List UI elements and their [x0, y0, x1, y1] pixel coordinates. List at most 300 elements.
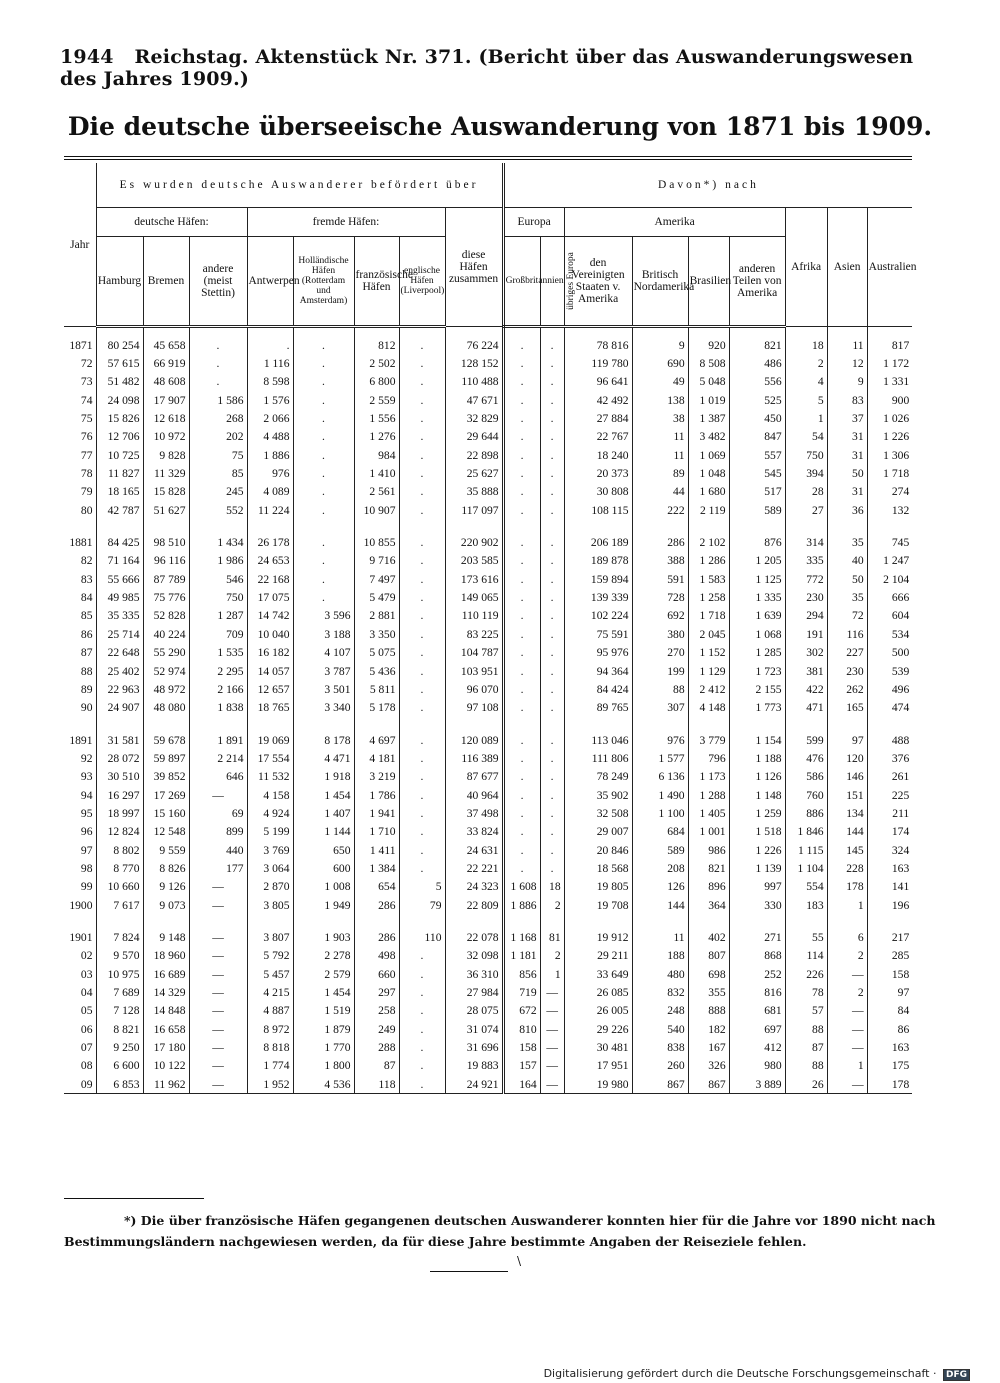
table-row: [64, 699, 912, 717]
table-row: [64, 483, 912, 501]
table-cell: 5 199: [247, 823, 293, 841]
table-cell: 66 919: [143, 354, 189, 372]
table-cell: 1 139: [729, 859, 785, 877]
table-cell: 226: [785, 965, 827, 983]
table-cell: .: [540, 409, 564, 427]
table-cell: 2: [785, 354, 827, 372]
table-cell: 55 666: [96, 570, 143, 588]
table-cell: .: [503, 699, 540, 717]
table-cell: .: [399, 823, 445, 841]
table-cell: —: [189, 947, 247, 965]
spacer-cell: [247, 327, 293, 337]
table-cell: 15 826: [96, 409, 143, 427]
table-row: [64, 841, 912, 859]
spacer-cell: [827, 519, 867, 533]
table-cell: 7 617: [96, 896, 143, 914]
table-cell: 163: [867, 1038, 912, 1056]
table-cell: 9 126: [143, 878, 189, 896]
table-cell: 554: [785, 878, 827, 896]
table-cell: 1 026: [867, 409, 912, 427]
table-row: [64, 428, 912, 446]
table-cell: 88: [632, 680, 688, 698]
year-cell: 94: [80, 788, 93, 802]
table-cell: 719: [503, 983, 540, 1001]
year-cell: 80: [80, 503, 93, 517]
col-header-antwerpen: Antwerpen: [247, 237, 293, 327]
table-cell: —: [540, 1057, 564, 1075]
table-cell: .: [540, 570, 564, 588]
table-cell: 230: [827, 662, 867, 680]
table-cell: 8 818: [247, 1038, 293, 1056]
table-cell: 14 742: [247, 607, 293, 625]
spacer-cell: [143, 519, 189, 533]
spacer-cell: [143, 914, 189, 928]
table-cell: 29 226: [564, 1020, 632, 1038]
table-cell: 22 078: [445, 928, 503, 946]
table-cell: 88: [785, 1020, 827, 1038]
table-cell: 3 064: [247, 859, 293, 877]
year-cell: 78: [80, 467, 93, 481]
table-cell: 30 808: [564, 483, 632, 501]
table-cell: 110 119: [445, 607, 503, 625]
table-cell: 376: [867, 749, 912, 767]
table-cell: 9 250: [96, 1038, 143, 1056]
table-cell: 19 980: [564, 1075, 632, 1094]
table-cell: 2: [827, 947, 867, 965]
table-cell: .: [503, 354, 540, 372]
table-cell: .: [399, 533, 445, 551]
table-cell: 248: [632, 1002, 688, 1020]
table-cell: 6 136: [632, 768, 688, 786]
spacer-cell: [143, 327, 189, 337]
table-row: [64, 1020, 912, 1038]
table-cell: .: [293, 588, 354, 606]
table-cell: 59 897: [143, 749, 189, 767]
year-cell: 03: [80, 967, 93, 981]
table-cell: 116: [827, 625, 867, 643]
table-cell: .: [503, 336, 540, 354]
table-cell: .: [399, 731, 445, 749]
spacer-cell: [293, 717, 354, 731]
table-cell: 35 335: [96, 607, 143, 625]
table-cell: 838: [632, 1038, 688, 1056]
table-cell: 217: [867, 928, 912, 946]
table-cell: .: [293, 409, 354, 427]
table-cell: 20 373: [564, 464, 632, 482]
table-cell: 440: [189, 841, 247, 859]
table-cell: 48 972: [143, 680, 189, 698]
table-cell: 9 148: [143, 928, 189, 946]
table-cell: 12 824: [96, 823, 143, 841]
table-cell: 59 678: [143, 731, 189, 749]
table-cell: 1 639: [729, 607, 785, 625]
table-cell: 9 559: [143, 841, 189, 859]
table-cell: 10 122: [143, 1057, 189, 1075]
spacer-cell: [247, 914, 293, 928]
table-cell: 25 402: [96, 662, 143, 680]
table-cell: 2 155: [729, 680, 785, 698]
spacer-cell: [688, 717, 729, 731]
spacer-cell: [189, 717, 247, 731]
year-cell: 83: [80, 572, 93, 586]
table-cell: 1 069: [688, 446, 729, 464]
table-cell: .: [540, 699, 564, 717]
table-cell: .: [293, 336, 354, 354]
table-cell: 847: [729, 428, 785, 446]
table-cell: 545: [729, 464, 785, 482]
spacer-cell: [445, 914, 503, 928]
table-cell: 10 660: [96, 878, 143, 896]
table-cell: 40 224: [143, 625, 189, 643]
table-cell: 5: [399, 878, 445, 896]
table-cell: 89: [632, 464, 688, 482]
table-cell: 103 951: [445, 662, 503, 680]
table-cell: .: [399, 1002, 445, 1020]
table-cell: 31: [827, 446, 867, 464]
table-cell: 12 657: [247, 680, 293, 698]
table-row: [64, 823, 912, 841]
table-cell: 51 627: [143, 501, 189, 519]
spacer-cell: [688, 519, 729, 533]
table-cell: 412: [729, 1038, 785, 1056]
year-cell: 98: [80, 861, 93, 875]
table-cell: 18 765: [247, 699, 293, 717]
table-cell: 697: [729, 1020, 785, 1038]
table-cell: 104 787: [445, 644, 503, 662]
table-cell: 52 974: [143, 662, 189, 680]
table-cell: —: [540, 1075, 564, 1094]
table-cell: 11 532: [247, 768, 293, 786]
table-cell: 261: [867, 768, 912, 786]
table-cell: 159 894: [564, 570, 632, 588]
table-cell: 35: [827, 533, 867, 551]
year-cell: 74: [80, 393, 93, 407]
table-row: [64, 391, 912, 409]
year-cell: 76: [80, 430, 93, 444]
table-cell: 28: [785, 483, 827, 501]
spacer-cell: [729, 914, 785, 928]
table-cell: 1 126: [729, 768, 785, 786]
table-cell: 87 677: [445, 768, 503, 786]
table-cell: 199: [632, 662, 688, 680]
table-cell: .: [540, 373, 564, 391]
page-number: 1944: [60, 46, 114, 68]
table-cell: 796: [688, 749, 729, 767]
table-cell: 821: [688, 859, 729, 877]
table-cell: 151: [827, 786, 867, 804]
table-cell: 1 068: [729, 625, 785, 643]
table-cell: .: [503, 841, 540, 859]
table-cell: 18: [540, 878, 564, 896]
table-cell: 1: [785, 409, 827, 427]
table-cell: 94 364: [564, 662, 632, 680]
table-cell: 10 975: [96, 965, 143, 983]
table-cell: .: [247, 336, 293, 354]
table-cell: .: [399, 804, 445, 822]
table-cell: 4 107: [293, 644, 354, 662]
table-cell: 14 848: [143, 1002, 189, 1020]
table-cell: .: [540, 644, 564, 662]
year-cell: 84: [80, 591, 93, 605]
table-cell: 27 984: [445, 983, 503, 1001]
table-cell: 1 886: [247, 446, 293, 464]
table-cell: 1 941: [354, 804, 399, 822]
table-row: [64, 409, 912, 427]
table-cell: 1 903: [293, 928, 354, 946]
table-cell: 650: [293, 841, 354, 859]
header-fremde-haefen: fremde Häfen:: [247, 208, 445, 237]
table-cell: 7 689: [96, 983, 143, 1001]
table-cell: 40: [827, 552, 867, 570]
table-cell: 83: [827, 391, 867, 409]
table-cell: 1 306: [867, 446, 912, 464]
table-cell: .: [399, 680, 445, 698]
table-cell: 1 680: [688, 483, 729, 501]
table-cell: 79: [399, 896, 445, 914]
table-cell: 5 457: [247, 965, 293, 983]
table-cell: 8 770: [96, 859, 143, 877]
table-cell: 78 816: [564, 336, 632, 354]
table-cell: 84: [867, 1002, 912, 1020]
table-row: [64, 1002, 912, 1020]
table-cell: 3 482: [688, 428, 729, 446]
table-cell: .: [503, 859, 540, 877]
spacer-cell: [867, 717, 912, 731]
table-cell: 258: [354, 1002, 399, 1020]
table-cell: 7 497: [354, 570, 399, 588]
table-cell: .: [189, 373, 247, 391]
table-cell: 196: [867, 896, 912, 914]
table-cell: 37: [827, 409, 867, 427]
table-cell: 26 085: [564, 983, 632, 1001]
table-cell: 976: [247, 464, 293, 482]
table-cell: 498: [354, 947, 399, 965]
table-cell: 8 508: [688, 354, 729, 372]
table-cell: 118: [354, 1075, 399, 1094]
table-cell: 96 116: [143, 552, 189, 570]
table-cell: 18 960: [143, 947, 189, 965]
table-row: [64, 680, 912, 698]
table-cell: 120: [827, 749, 867, 767]
table-row: [64, 1075, 912, 1094]
year-cell: 88: [80, 664, 93, 678]
table-cell: 17 907: [143, 391, 189, 409]
spacer-cell: [399, 717, 445, 731]
table-cell: 228: [827, 859, 867, 877]
table-cell: 189 878: [564, 552, 632, 570]
table-cell: 10 725: [96, 446, 143, 464]
table-cell: 745: [867, 533, 912, 551]
table-cell: 9: [632, 336, 688, 354]
table-cell: .: [503, 625, 540, 643]
table-cell: 24 653: [247, 552, 293, 570]
spacer-cell: [64, 519, 96, 533]
table-cell: 26: [785, 1075, 827, 1094]
table-cell: 10 855: [354, 533, 399, 551]
table-cell: 422: [785, 680, 827, 698]
table-cell: .: [503, 662, 540, 680]
table-cell: 5 436: [354, 662, 399, 680]
table-cell: 488: [867, 731, 912, 749]
table-cell: —: [189, 1038, 247, 1056]
table-cell: —: [540, 1038, 564, 1056]
table-cell: .: [540, 588, 564, 606]
table-cell: 1 407: [293, 804, 354, 822]
table-cell: .: [189, 336, 247, 354]
spacer-cell: [189, 519, 247, 533]
table-cell: 646: [189, 768, 247, 786]
table-cell: .: [399, 464, 445, 482]
table-cell: .: [293, 446, 354, 464]
table-cell: 9 073: [143, 896, 189, 914]
spacer-cell: [189, 914, 247, 928]
table-cell: 476: [785, 749, 827, 767]
table-cell: .: [540, 859, 564, 877]
table-cell: 18: [785, 336, 827, 354]
table-row: [64, 625, 912, 643]
table-cell: 896: [688, 878, 729, 896]
table-cell: .: [503, 823, 540, 841]
table-cell: 2 214: [189, 749, 247, 767]
table-cell: .: [540, 354, 564, 372]
table-cell: 1 490: [632, 786, 688, 804]
table-cell: 1 288: [688, 786, 729, 804]
table-cell: .: [293, 570, 354, 588]
table-cell: 42 787: [96, 501, 143, 519]
table-cell: 810: [503, 1020, 540, 1038]
table-cell: 55 290: [143, 644, 189, 662]
table-cell: 1 154: [729, 731, 785, 749]
table-row: [64, 731, 912, 749]
table-cell: 2 295: [189, 662, 247, 680]
table-cell: 3 596: [293, 607, 354, 625]
table-cell: 728: [632, 588, 688, 606]
table-cell: 984: [354, 446, 399, 464]
table-cell: 11 962: [143, 1075, 189, 1094]
spacer-cell: [354, 717, 399, 731]
table-cell: 177: [189, 859, 247, 877]
table-cell: 50: [827, 464, 867, 482]
table-row: [64, 446, 912, 464]
table-cell: 1 048: [688, 464, 729, 482]
table-cell: 36: [827, 501, 867, 519]
spacer-cell: [729, 519, 785, 533]
table-cell: 1 454: [293, 983, 354, 1001]
table-cell: 1 152: [688, 644, 729, 662]
table-cell: 666: [867, 588, 912, 606]
table-cell: .: [399, 983, 445, 1001]
table-cell: 2: [540, 896, 564, 914]
table-cell: 9 828: [143, 446, 189, 464]
table-cell: 35 902: [564, 786, 632, 804]
table-cell: 690: [632, 354, 688, 372]
table-cell: 75 776: [143, 588, 189, 606]
table-cell: .: [503, 768, 540, 786]
table-cell: .: [399, 570, 445, 588]
table-cell: .: [399, 1075, 445, 1094]
header-befoerdert: Es wurden deutsche Auswanderer befördert über: [96, 163, 503, 208]
table-cell: 108 115: [564, 501, 632, 519]
table-cell: 134: [827, 804, 867, 822]
table-cell: 1 104: [785, 859, 827, 877]
table-cell: 268: [189, 409, 247, 427]
table-cell: 31 696: [445, 1038, 503, 1056]
table-cell: 450: [729, 409, 785, 427]
table-cell: 202: [189, 428, 247, 446]
table-cell: 24 098: [96, 391, 143, 409]
table-cell: 1 800: [293, 1057, 354, 1075]
year-cell: 99: [80, 880, 93, 894]
table-cell: 750: [189, 588, 247, 606]
table-cell: 271: [729, 928, 785, 946]
table-cell: .: [503, 409, 540, 427]
table-cell: 17 269: [143, 786, 189, 804]
table-cell: 165: [827, 699, 867, 717]
table-cell: 1 846: [785, 823, 827, 841]
year-cell: 08: [80, 1059, 93, 1073]
table-cell: .: [540, 336, 564, 354]
spacer-cell: [540, 519, 564, 533]
table-cell: 87 789: [143, 570, 189, 588]
table-cell: 182: [688, 1020, 729, 1038]
table-cell: 19 708: [564, 896, 632, 914]
table-row: [64, 464, 912, 482]
table-cell: 288: [354, 1038, 399, 1056]
table-row: [64, 644, 912, 662]
table-cell: 9: [827, 373, 867, 391]
table-cell: 888: [688, 1002, 729, 1020]
table-cell: 1: [827, 896, 867, 914]
table-cell: 4 181: [354, 749, 399, 767]
table-cell: 24 323: [445, 878, 503, 896]
table-cell: 95 976: [564, 644, 632, 662]
table-cell: 900: [867, 391, 912, 409]
table-cell: 30 510: [96, 768, 143, 786]
spacer-cell: [293, 327, 354, 337]
table-cell: 692: [632, 607, 688, 625]
table-cell: .: [293, 501, 354, 519]
table-cell: 586: [785, 768, 827, 786]
spacer-cell: [503, 519, 540, 533]
table-cell: 113 046: [564, 731, 632, 749]
year-cell: 92: [80, 751, 93, 765]
table-cell: 1 188: [729, 749, 785, 767]
table-cell: 2 502: [354, 354, 399, 372]
table-cell: 18 165: [96, 483, 143, 501]
table-cell: 832: [632, 983, 688, 1001]
table-cell: 1 144: [293, 823, 354, 841]
table-cell: 31: [827, 428, 867, 446]
table-cell: 158: [867, 965, 912, 983]
table-cell: 2 561: [354, 483, 399, 501]
spacer-cell: [729, 717, 785, 731]
table-cell: .: [399, 428, 445, 446]
table-cell: 83 225: [445, 625, 503, 643]
table-cell: 600: [293, 859, 354, 877]
table-cell: 1 718: [867, 464, 912, 482]
table-cell: 4 488: [247, 428, 293, 446]
table-cell: 222: [632, 501, 688, 519]
table-cell: 517: [729, 483, 785, 501]
table-cell: 2 412: [688, 680, 729, 698]
table-cell: 1 410: [354, 464, 399, 482]
table-cell: 11 224: [247, 501, 293, 519]
table-cell: 684: [632, 823, 688, 841]
table-cell: 1 535: [189, 644, 247, 662]
table-cell: .: [293, 391, 354, 409]
table-cell: 75 591: [564, 625, 632, 643]
table-cell: 1 172: [867, 354, 912, 372]
